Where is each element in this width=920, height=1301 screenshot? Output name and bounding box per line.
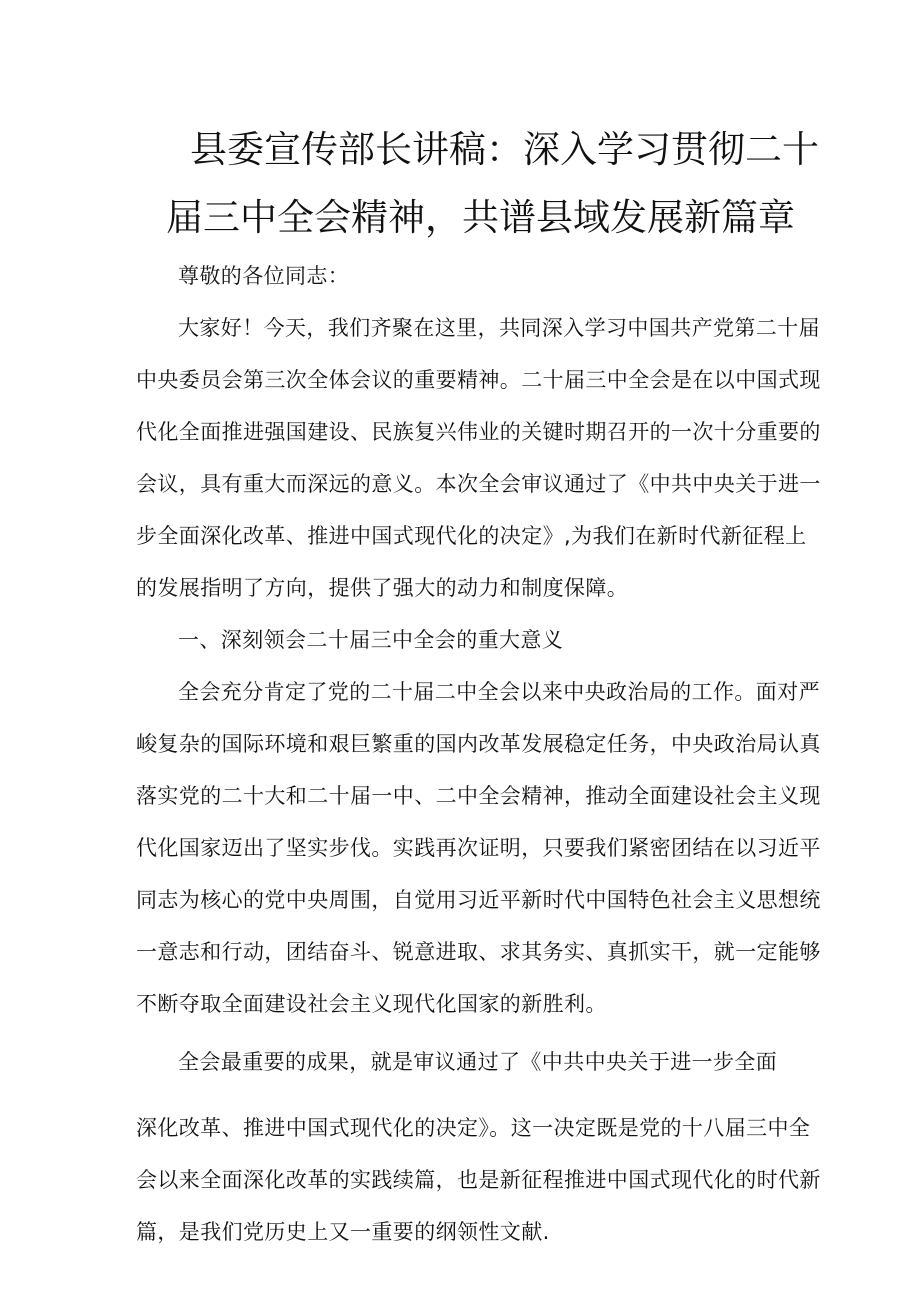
body-line: 峻复杂的国际环境和艰巨繁重的国内改革发展稳定任务，中央政治局认真 <box>136 732 821 756</box>
body-line: 代化全面推进强国建设、民族复兴伟业的关键时期召开的一次十分重要的 <box>136 420 821 444</box>
salutation: 尊敬的各位同志： <box>178 264 350 288</box>
document-title-line-2: 届三中全会精神，共谱县域发展新篇章 <box>166 196 795 239</box>
body-line: 篇，是我们党历史上又一重要的纲领性文献. <box>136 1220 550 1244</box>
body-line: 会议，具有重大而深远的意义。本次全会审议通过了《中共中央关于进一 <box>136 472 821 496</box>
body-line: 落实党的二十大和二十届一中、二中全会精神，推动全面建设社会主义现 <box>136 784 821 808</box>
body-line: 不断夺取全面建设社会主义现代化国家的新胜利。 <box>136 992 607 1016</box>
body-line: 代化国家迈出了坚实步伐。实践再次证明，只要我们紧密团结在以习近平 <box>136 836 821 860</box>
body-line: 中央委员会第三次全体会议的重要精神。二十届三中全会是在以中国式现 <box>136 368 821 392</box>
body-line: 同志为核心的党中央周围，自觉用习近平新时代中国特色社会主义思想统 <box>136 888 821 912</box>
body-line: 深化改革、推进中国式现代化的决定》。这一决定既是党的十八届三中全 <box>136 1116 811 1140</box>
body-line: 会以来全面深化改革的实践续篇，也是新征程推进中国式现代化的时代新 <box>136 1168 821 1192</box>
body-line: 步全面深化改革、推进中国式现代化的决定》,为我们在新时代新征程上 <box>136 524 807 548</box>
body-line: 全会充分肯定了党的二十届二中全会以来中央政治局的工作。面对严 <box>178 680 820 704</box>
document-title-line-1: 县委宣传部长讲稿：深入学习贯彻二十 <box>190 128 819 171</box>
body-line: 的发展指明了方向，提供了强大的动力和制度保障。 <box>136 576 629 600</box>
body-line: 大家好！今天，我们齐聚在这里，共同深入学习中国共产党第二十届 <box>178 316 820 340</box>
body-line: 一意志和行动，团结奋斗、锐意进取、求其务实、真抓实干，就一定能够 <box>136 940 821 964</box>
section-heading: 一、深刻领会二十届三中全会的重大意义 <box>178 628 564 652</box>
body-line: 全会最重要的成果，就是审议通过了《中共中央关于进一步全面 <box>178 1050 778 1074</box>
